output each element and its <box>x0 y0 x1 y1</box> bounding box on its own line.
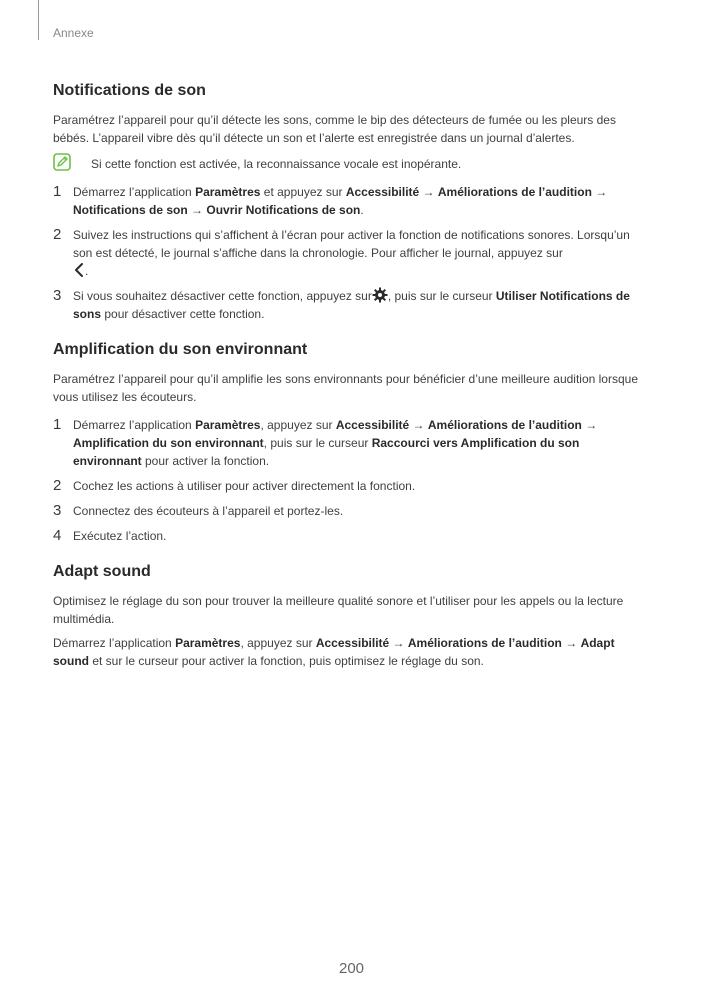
menu-label: Ouvrir Notifications de son <box>206 203 361 217</box>
step-text: Démarrez l’application Paramètres, appuyez sur Accessibilité → Améliorations de l’audition → Amplification du son environnant, puis sur le curseur Raccourci vers Amplification du son environnant pour activer la fonction. <box>73 418 598 468</box>
menu-label: Améliorations de l’audition <box>407 636 562 650</box>
step-item <box>53 183 650 219</box>
menu-label: Utiliser Notifications de sons <box>73 289 630 321</box>
page-number: 200 <box>338 960 365 977</box>
menu-label: Accessibilité <box>345 185 420 199</box>
margin-rule <box>38 0 39 40</box>
gear-icon <box>372 287 388 303</box>
menu-label: Paramètres <box>175 636 241 650</box>
step-number: 4 <box>53 527 62 544</box>
menu-label: Accessibilité <box>335 418 410 432</box>
menu-label: Améliorations de l’audition <box>427 418 582 432</box>
step-item <box>53 226 650 280</box>
menu-label: Adapt sound <box>53 636 615 668</box>
step-text: Exécutez l’action. <box>73 529 167 543</box>
step-item <box>53 502 650 520</box>
step-item <box>53 287 650 323</box>
step-text: Cochez les actions à utiliser pour activer directement la fonction. <box>73 479 416 493</box>
section-intro-amplification: Paramétrez l’appareil pour qu’il amplifie les sons environnants pour bénéficier d’une meilleure audition lorsque vous utilisez les écouteurs. <box>53 372 638 404</box>
step-number: 1 <box>53 183 62 200</box>
note-text: Si cette fonction est activée, la reconnaissance vocale est inopérante. <box>91 157 462 171</box>
menu-label: Accessibilité <box>315 636 390 650</box>
menu-label: Notifications de son <box>73 203 188 217</box>
step-text: Suivez les instructions qui s’affichent à l’écran pour activer la fonction de notifications sonores. Lorsqu’un son est détecté, le journal s’affiche dans la chronologie. Pour afficher le journal, appuyez sur . <box>73 228 630 278</box>
menu-label: Améliorations de l’audition <box>437 185 592 199</box>
menu-label: Amplification du son environnant <box>73 436 264 450</box>
step-text: Démarrez l’application Paramètres et appuyez sur Accessibilité → Améliorations de l’audition → Notifications de son → Ouvrir Notifications de son. <box>73 185 608 217</box>
note-box <box>53 155 650 173</box>
section-title-amplification: Amplification du son environnant <box>53 341 308 358</box>
section-intro-notifications: Paramétrez l’appareil pour qu’il détecte les sons, comme le bip des détecteurs de fumée ou les pleurs des bébés. L’appareil vibre dès qu’il détecte un son et l’alerte est enregistrée dans un journal d’alertes. <box>53 113 616 145</box>
step-number: 3 <box>53 287 62 304</box>
menu-label: Paramètres <box>195 185 261 199</box>
section-body-adapt-sound: Démarrez l’application Paramètres, appuyez sur Accessibilité → Améliorations de l’audition → Adapt sound et sur le curseur pour activer la fonction, puis optimisez le réglage du son. <box>53 636 615 668</box>
step-item <box>53 416 650 470</box>
menu-label: Paramètres <box>195 418 261 432</box>
menu-label: Raccourci vers Amplification du son environnant <box>73 436 580 468</box>
back-chevron-icon <box>73 262 85 278</box>
section-adapt-sound <box>53 561 650 670</box>
note-pencil-icon <box>53 153 71 171</box>
step-item <box>53 477 650 495</box>
step-item <box>53 527 650 545</box>
chapter-label: Annexe <box>53 26 94 40</box>
step-number: 2 <box>53 477 62 494</box>
section-title-adapt-sound: Adapt sound <box>53 563 151 580</box>
step-number: 1 <box>53 416 62 433</box>
step-number: 2 <box>53 226 62 243</box>
section-amplification <box>53 339 650 545</box>
step-number: 3 <box>53 502 62 519</box>
section-intro-adapt-sound: Optimisez le réglage du son pour trouver la meilleure qualité sonore et l’utiliser pour les appels ou la lecture multimédia. <box>53 594 624 626</box>
step-text: Si vous souhaitez désactiver cette fonction, appuyez sur , puis sur le curseur Utiliser Notifications de sons pour désactiver cette fonction. <box>73 289 630 321</box>
page-content <box>53 80 650 670</box>
section-title-notifications: Notifications de son <box>53 82 206 99</box>
step-text: Connectez des écouteurs à l’appareil et portez-les. <box>73 504 344 518</box>
